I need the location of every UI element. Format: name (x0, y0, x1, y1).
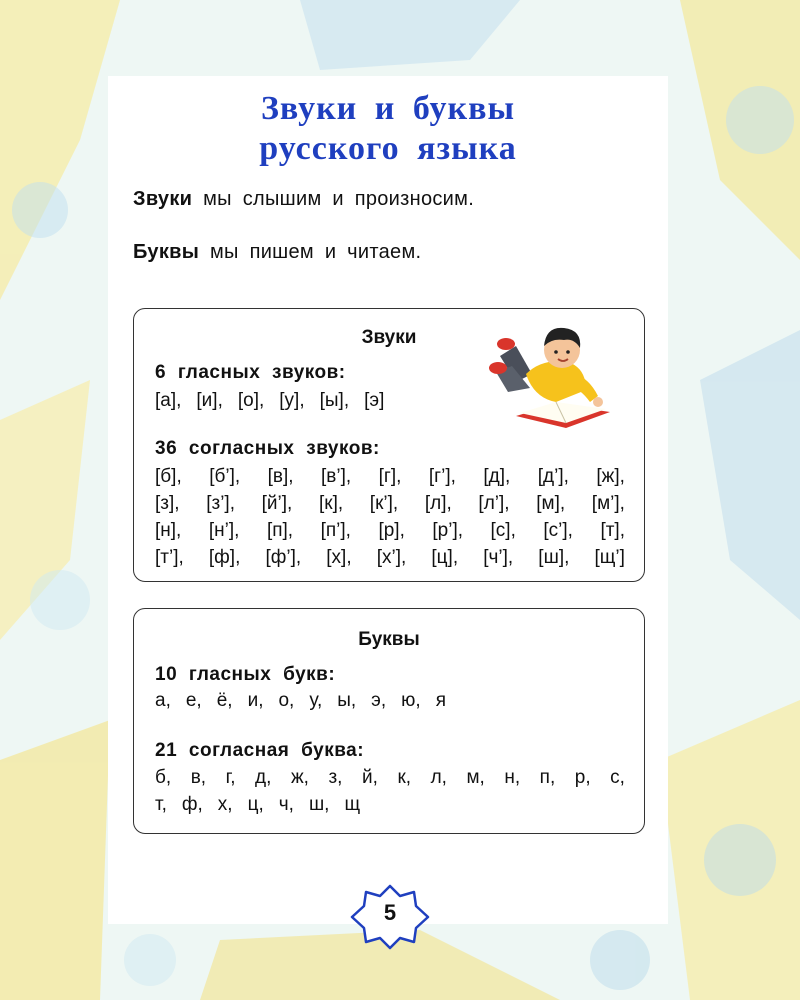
consonant-letter: п, (539, 767, 556, 788)
consonant-letter: ч, (278, 794, 294, 815)
consonant-letter: б, (155, 767, 172, 788)
consonant-sound: [д’], (537, 466, 569, 487)
consonant-sound: [т], (600, 520, 625, 541)
consonant-letter: й, (362, 767, 378, 788)
consonant-sound: [с’], (543, 520, 573, 541)
consonant-sound: [к], (318, 493, 344, 514)
vowel-letter: е, (185, 690, 202, 711)
consonant-sound: [к’], (369, 493, 399, 514)
page-title-line-2: русского языка (259, 130, 517, 167)
consonant-sound: [м’], (591, 493, 625, 514)
vowel-letter: а, (155, 690, 171, 711)
consonant-letter: ш, (308, 794, 330, 815)
consonant-sound: [н], (155, 520, 182, 541)
consonant-sound: [в], (267, 466, 294, 487)
consonant-letters-row-2 (155, 794, 360, 816)
consonant-sound: [м], (536, 493, 566, 514)
consonant-sound: [х], (326, 547, 352, 568)
vowel-letter: у, (309, 690, 323, 711)
page-number: 5 (383, 900, 397, 925)
consonant-letter: ф, (181, 794, 203, 815)
consonant-sounds-row-1 (155, 466, 625, 488)
page-title-line-1: Звуки и буквы (260, 90, 516, 127)
consonant-sound: [щ’] (594, 547, 625, 568)
vowel-sound: [о], (237, 390, 265, 411)
consonant-sound: [й’], (261, 493, 293, 514)
consonant-letter: в, (190, 767, 207, 788)
consonant-letter: т, (155, 794, 167, 815)
vowel-letter: я (435, 690, 446, 711)
consonant-letter: л, (430, 767, 447, 788)
vowel-letters-list (155, 690, 446, 712)
vowel-sound: [ы], (319, 390, 350, 411)
consonant-letters-row-1 (155, 767, 625, 789)
consonant-sounds-row-3 (155, 520, 625, 542)
consonant-sound: [н’], (208, 520, 240, 541)
consonant-sound: [л’], (478, 493, 510, 514)
vowel-letter: ё, (216, 690, 233, 711)
consonant-sound: [б’], (209, 466, 241, 487)
consonant-sound: [ф’], (265, 547, 302, 568)
vowel-sound: [и], (196, 390, 223, 411)
consonant-sound: [з’], (206, 493, 235, 514)
consonant-sound: [ч’], (483, 547, 514, 568)
intro-sounds (133, 188, 474, 211)
intro-sounds-term: Звуки (133, 188, 193, 210)
vowel-letter: э, (371, 690, 387, 711)
consonant-letters-heading: 21 согласная буква: (155, 740, 365, 761)
consonant-letter: к, (397, 767, 412, 788)
consonant-sound: [р’], (432, 520, 463, 541)
consonant-sound: [л], (424, 493, 452, 514)
consonant-sound: [п’], (320, 520, 351, 541)
intro-letters (133, 241, 421, 264)
consonant-letter: г, (225, 767, 236, 788)
consonant-sound: [г], (378, 466, 402, 487)
vowel-letter: ы, (337, 690, 357, 711)
vowel-sounds-heading: 6 гласных звуков: (155, 362, 346, 383)
consonant-sound: [х’], (376, 547, 407, 568)
letters-box (133, 608, 645, 834)
consonant-sound: [б], (155, 466, 182, 487)
vowel-sound: [а], (155, 390, 182, 411)
consonant-letter: ж, (290, 767, 309, 788)
consonant-sound: [д], (483, 466, 511, 487)
consonant-sound: [з], (155, 493, 180, 514)
consonant-sound: [ц], (431, 547, 459, 568)
consonant-letter: щ (344, 794, 361, 815)
consonant-sound: [г’], (428, 466, 456, 487)
intro-sounds-text: мы слышим и произносим. (192, 188, 475, 210)
intro-letters-text: мы пишем и читаем. (199, 241, 422, 263)
vowel-letter: о, (278, 690, 295, 711)
consonant-sounds-row-2 (155, 493, 625, 515)
vowel-letter: ю, (401, 690, 421, 711)
consonant-sound: [ж], (596, 466, 625, 487)
consonant-letter: н, (504, 767, 521, 788)
vowel-sound: [у], (279, 390, 305, 411)
intro-letters-term: Буквы (133, 241, 200, 263)
vowel-letters-heading: 10 гласных букв: (155, 664, 336, 685)
consonant-letter: ц, (247, 794, 264, 815)
consonant-sound: [п], (266, 520, 294, 541)
consonant-letter: з, (328, 767, 343, 788)
consonant-letter: м, (466, 767, 485, 788)
vowel-sounds-list (155, 390, 384, 412)
vowel-sound: [э] (364, 390, 385, 411)
sounds-box-title: Звуки (361, 327, 417, 348)
consonant-letter: х, (217, 794, 233, 815)
boy-reading-illustration (486, 316, 618, 438)
consonant-sound: [с], (490, 520, 516, 541)
consonant-letter: д, (255, 767, 272, 788)
consonant-sound: [в’], (321, 466, 352, 487)
consonant-sounds-heading: 36 согласных звуков: (155, 438, 380, 459)
consonant-sound: [ф], (208, 547, 241, 568)
consonant-sound: [т’], (155, 547, 184, 568)
consonant-sounds-row-4 (155, 547, 625, 569)
vowel-letter: и, (247, 690, 264, 711)
letters-box-title: Буквы (358, 629, 420, 650)
consonant-letter: р, (574, 767, 591, 788)
consonant-sound: [р], (378, 520, 405, 541)
consonant-letter: с, (610, 767, 625, 788)
consonant-sound: [ш], (538, 547, 570, 568)
